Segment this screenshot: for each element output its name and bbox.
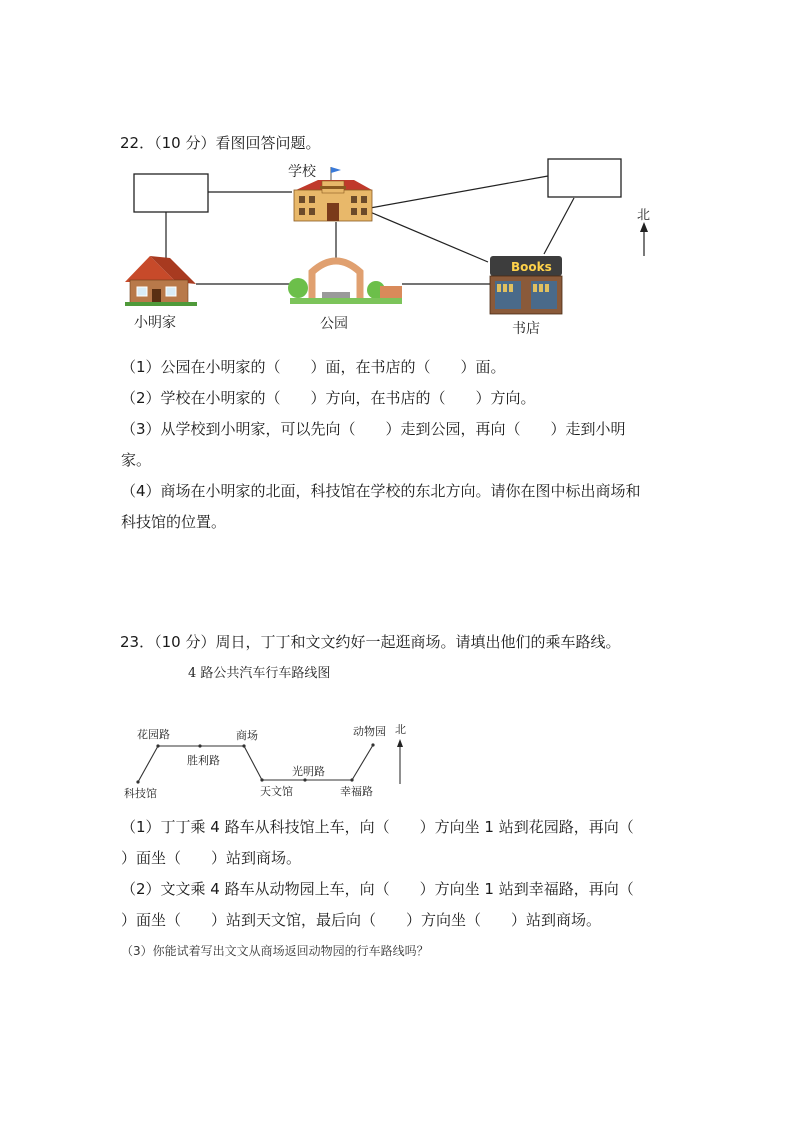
- q23-item-2-cont: ）面坐（ ）站到天文馆，最后向（ ）方向坐（ ）站到商场。: [121, 911, 602, 929]
- q22-map: [0, 150, 800, 345]
- north-arrow-route-icon: [397, 739, 403, 784]
- answer-box-right[interactable]: [548, 159, 621, 197]
- q23-prompt: 周日，丁丁和文文约好一起逛商场。请填出他们的乘车路线。: [215, 633, 621, 651]
- q22-item-4: （4）商场在小明家的北面，科技馆在学校的东北方向。请你在图中标出商场和: [121, 482, 641, 500]
- stop-xingfu: 幸福路: [340, 785, 373, 798]
- route-map-title: 4 路公共汽车行车路线图: [188, 666, 331, 681]
- stop-kejiguan: 科技馆: [124, 787, 157, 800]
- stop-dongwuyuan: 动物园: [353, 725, 386, 738]
- q23-item-2: （2）文文乘 4 路车从动物园上车，向（ ）方向坐 1 站到幸福路，再向（: [121, 880, 634, 898]
- q22-item-3: （3）从学校到小明家，可以先向（ ）走到公园，再向（ ）走到小明: [121, 420, 626, 438]
- q22-item-3-cont: 家。: [121, 451, 152, 469]
- q22-points: （10 分）: [154, 134, 216, 152]
- label-school: 学校: [288, 164, 316, 180]
- label-north-q22: 北: [637, 208, 651, 223]
- house-icon: [125, 256, 197, 306]
- label-park: 公园: [320, 316, 348, 332]
- books-sign: Books: [511, 260, 552, 274]
- stop-tianwenguan: 天文馆: [260, 785, 293, 798]
- label-home: 小明家: [134, 315, 176, 331]
- q23-heading: [120, 631, 620, 652]
- q22-item-4-cont: 科技馆的位置。: [121, 513, 227, 531]
- q23-item-3: （3）你能试着写出文文从商场返回动物园的行车路线吗？: [121, 944, 429, 958]
- bookstore-icon: [490, 256, 562, 314]
- q23-item-1: （1）丁丁乘 4 路车从科技馆上车，向（ ）方向坐 1 站到花园路，再向（: [121, 818, 634, 836]
- label-bookstore: 书店: [512, 321, 540, 337]
- q23-points: （10 分）: [154, 633, 216, 651]
- q22-item-1: （1）公园在小明家的（ ）面，在书店的（ ）面。: [121, 358, 506, 376]
- stop-huayuan: 花园路: [137, 728, 170, 741]
- answer-box-left[interactable]: [134, 174, 208, 212]
- stop-shangchang: 商场: [236, 729, 258, 742]
- park-icon: [288, 261, 402, 304]
- q22-item-2: （2）学校在小明家的（ ）方向，在书店的（ ）方向。: [121, 389, 536, 407]
- label-north-q23: 北: [395, 723, 406, 736]
- q23-number: 23．: [120, 633, 155, 651]
- label-guangming: 光明路: [292, 765, 325, 778]
- q23-item-1-cont: ）面坐（ ）站到商场。: [121, 849, 302, 867]
- q22-number: 22．: [120, 134, 155, 152]
- label-shengli: 胜利路: [187, 754, 220, 767]
- north-arrow-icon: [640, 222, 648, 256]
- q22-prompt: 看图回答问题。: [215, 134, 321, 152]
- q23-route-map: [100, 715, 430, 805]
